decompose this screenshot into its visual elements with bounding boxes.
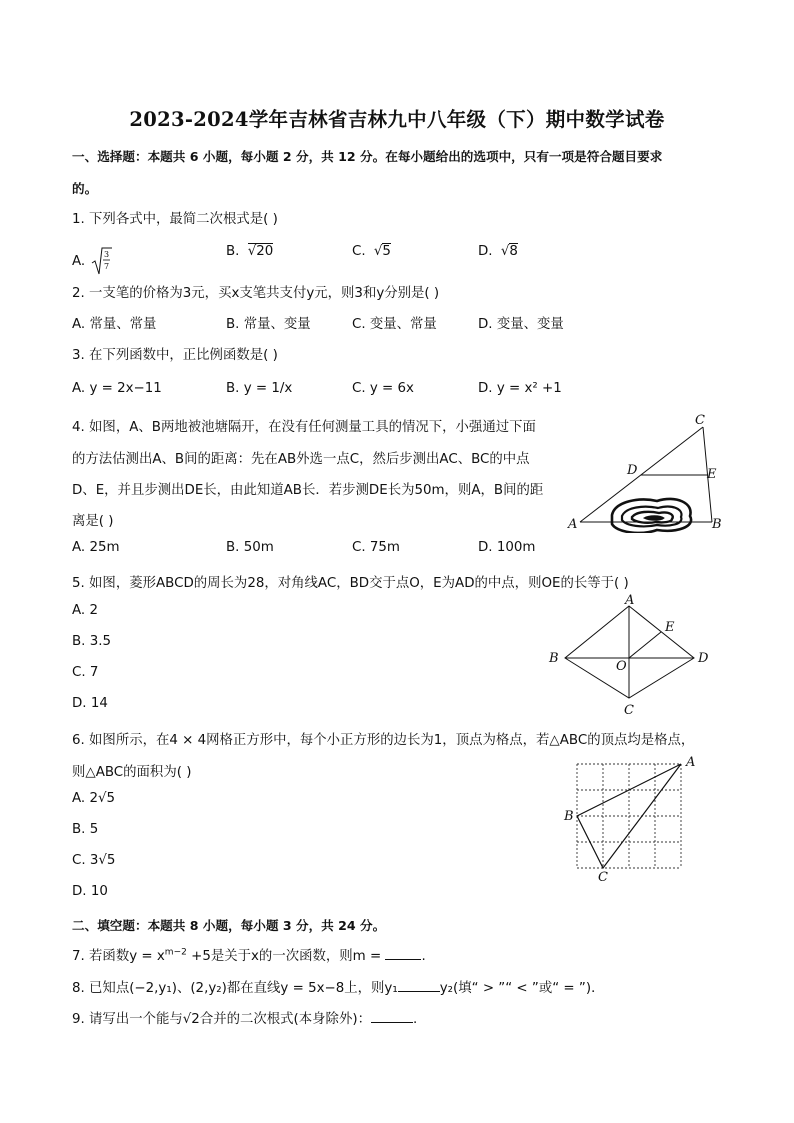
q4-option-b: B. 50m: [226, 540, 274, 555]
q7-stem: [72, 945, 426, 964]
option-letter: B.: [226, 244, 240, 259]
q4-line-1: 4. 如图，A、B两地被池塘隔开，在没有任何测量工具的情况下，小强通过下面: [72, 420, 536, 435]
q3-option-d: D. y = x² +1: [478, 381, 562, 396]
q4-pond-figure: [560, 408, 730, 533]
q1-option-c: [352, 244, 391, 259]
q6-label-a: A: [686, 755, 696, 770]
q8-text-cont: y₂(填“ > ”“ < ”或“ = ”)．: [439, 981, 605, 996]
q5-option-d: D. 14: [72, 696, 108, 711]
q5-label-a: A: [625, 593, 635, 608]
q2-option-b: B. 常量、变量: [226, 317, 311, 332]
q5-label-o: O: [616, 659, 627, 674]
radicand: 20: [256, 244, 274, 259]
q2-option-d: D. 变量、变量: [478, 317, 564, 332]
section-1-heading: 一、选择题：本题共 6 小题，每小题 2 分，共 12 分。在每小题给出的选项中，只有一项是符合题目要求: [72, 149, 663, 164]
svg-text:7: 7: [104, 262, 110, 271]
q7-exponent: m−2: [164, 947, 187, 958]
q8-answer-blank[interactable]: [398, 979, 440, 992]
q5-label-d: D: [698, 651, 709, 666]
q4-line-3: D、E，并且步测出DE长，由此知道AB长．若步测DE长为50m，则A，B间的距: [72, 483, 544, 498]
pond-icon: [612, 499, 691, 533]
q3-option-c: C. y = 6x: [352, 381, 414, 396]
q1-radicand-b: √20: [247, 244, 274, 259]
svg-text:3: 3: [104, 250, 110, 259]
q9-end: .: [412, 1012, 418, 1027]
q4-line-2: 的方法估测出A、B间的距离：先在AB外选一点C，然后步测出AC、BC的中点: [72, 452, 530, 467]
q1-option-a: [72, 246, 113, 276]
q3-stem: 3. 在下列函数中，正比例函数是( ): [72, 348, 278, 363]
q7-text: 7. 若函数y = x: [72, 949, 165, 964]
q6-label-c: C: [598, 870, 608, 884]
q5-option-a: A. 2: [72, 603, 98, 618]
q9-text: 9. 请写出一个能与√2合并的二次根式(本身除外)：: [72, 1012, 371, 1027]
q1-stem: 1. 下列各式中，最简二次根式是( ): [72, 212, 278, 227]
q4-label-e: E: [707, 467, 717, 482]
q9-answer-blank[interactable]: [371, 1010, 413, 1023]
q1-option-b: [226, 244, 273, 259]
q5-label-e: E: [665, 620, 675, 635]
q7-end: .: [421, 949, 426, 964]
q5-option-c: C. 7: [72, 665, 99, 680]
q5-rhombus-figure: [540, 590, 720, 720]
q2-option-c: C. 变量、常量: [352, 317, 437, 332]
section-2-heading: 二、填空题：本题共 8 小题，每小题 3 分，共 24 分。: [72, 918, 386, 933]
page-title: 2023-2024学年吉林省吉林九中八年级（下）期中数学试卷: [129, 108, 665, 131]
grid-lines: [577, 764, 681, 868]
q8-text: 8. 已知点(−2,y₁)、(2,y₂)都在直线y = 5x−8上，则y₁: [72, 981, 398, 996]
q5-stem: 5. 如图，菱形ABCD的周长为28，对角线AC，BD交于点O，E为AD的中点，则OE的长等于( ): [72, 576, 629, 591]
q1-option-d: [478, 244, 518, 259]
option-letter: D.: [478, 244, 493, 259]
q6-option-d: D. 10: [72, 884, 108, 899]
q7-answer-blank[interactable]: [385, 947, 421, 960]
q5-label-c: C: [624, 703, 634, 718]
q9-stem: [72, 1008, 417, 1027]
option-letter: A.: [72, 254, 86, 269]
q4-label-c: C: [695, 413, 705, 428]
sqrt-fraction-icon: [91, 246, 113, 276]
q1-radicand-c: √5: [373, 244, 391, 259]
radicand: 5: [382, 244, 391, 259]
q6-line-1: 6. 如图所示，在4 × 4网格正方形中，每个小正方形的边长为1，顶点为格点，若△ABC的顶点均是格点，: [72, 733, 695, 748]
q4-line-4: 离是( ): [72, 514, 114, 529]
section-1-heading-cont: 的。: [72, 181, 98, 196]
q4-option-c: C. 75m: [352, 540, 400, 555]
q4-option-d: D. 100m: [478, 540, 536, 555]
q6-grid-figure: [558, 754, 708, 884]
q2-option-a: A. 常量、常量: [72, 317, 157, 332]
q1-radicand-d: √8: [500, 244, 518, 259]
radicand: 8: [509, 244, 518, 259]
q6-line-2: 则△ABC的面积为( ): [72, 765, 192, 780]
q4-label-d: D: [627, 463, 638, 478]
q2-stem: 2. 一支笔的价格为3元，买x支笔共支付y元，则3和y分别是( ): [72, 286, 440, 301]
q4-label-a: A: [568, 517, 578, 532]
q4-option-a: A. 25m: [72, 540, 120, 555]
q6-option-b: B. 5: [72, 822, 99, 837]
q6-label-b: B: [564, 809, 574, 824]
q8-stem: [72, 977, 604, 996]
q5-label-b: B: [549, 651, 559, 666]
q6-option-c: C. 3√5: [72, 853, 116, 868]
q4-label-b: B: [712, 517, 722, 532]
q5-option-b: B. 3.5: [72, 634, 111, 649]
q3-option-a: A. y = 2x−11: [72, 381, 162, 396]
q6-option-a: A. 2√5: [72, 791, 116, 806]
option-letter: C.: [352, 244, 366, 259]
q7-text-cont: +5是关于x的一次函数，则m =: [186, 949, 386, 964]
q3-option-b: B. y = 1/x: [226, 381, 293, 396]
